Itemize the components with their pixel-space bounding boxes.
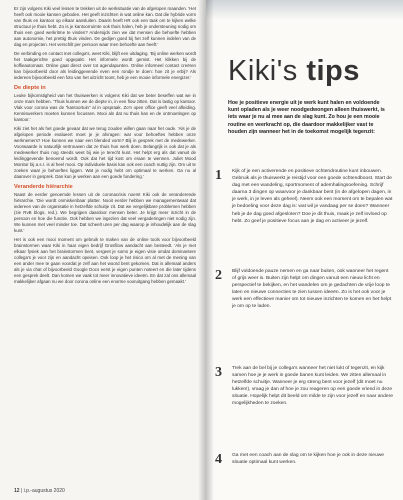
- article-paragraph: Er zijn volgens Kiki veel lessen te trekken uit de werksituatie van de afgelopen maanden. 'Het heeft ook mooie kansen geboden. Het geeft inzichten in wat online kan. Dat die hybride vorm van thuis en kantoor op elkaar aansluiten. Daarin heeft HR ook een taak om te kijken welke structuur je thuis hebt. Zo is je kantoorruimte ook thuis halen, heb je ondersteuning nodig om thuis een goed werkritme te vinden? Andersijds zien we dat mensen die behoefte hebben aan autonomie, het prettig thuis vinden. De gedijen goed bij het zelf kunnen indelen van de dag en projecten. Het verschilt per persoon waar men behoefte aan heeft.': [14, 6, 196, 47]
- title-tips: tips: [306, 55, 360, 87]
- tip-text: Trek aan de bel bij je collega's wanneer het niet lukt of tegenzit, en kijk samen hoe je je werk in goede banen kunt leiden. We zitten allemaal in hetzelfde schuitje. Wanneer je erg streng bent voor jezelf (dit moet nu lukken!), vraag je dan af hoe je zou reageren op een goede vriend in deze situatie. Hopelijk helpt dit beeld om milde te zijn voor jezelf en naar andere mogelijkheden te zoeken.: [232, 366, 393, 407]
- footer-publication: | i.p.-augustus 2020: [20, 488, 65, 494]
- tip-number: 2: [215, 268, 222, 283]
- tips-title: [228, 55, 360, 88]
- article-paragraph: De verbinding en contact met collega's, weet Kiki, blijft een uitdaging. 'Bij online werken wordt het taakgerichte goed opgepakt. Het informele wordt gemist. Het klikken bij de koffieautomaat. Online gaat direct over tot agendapunten. Online informeel contact creëren kan bijvoorbeeld door als leidinggevende even een rondje te doen: hoe zit je erbij? Als iedereen bijvoorbeeld een foto van het uitzicht toont, heb je een mooie informele energizer.': [14, 51, 196, 80]
- article-column: [14, 6, 196, 288]
- tip-number: 3: [215, 365, 222, 380]
- article-paragraph: Kiki ziet het als het goede gevaar dat we terug zouden willen gaan naar het oude. 'Als je de afgelopen periode evalueert moet je je afvragen: wat voor behoeftes hebben onze werknemers? Hoe kunnen we naar een blended vorm? Blij in gesprek met de medewerker. Voorwaarde is natuurlijk vertrouwen dat ze thuis hun werk doen. Belangrijk is ook dat je als medewerker thuis nog steeds weet bij wie je terecht kunt. Het helpt erg als dat vanuit de leidinggevende benoemd wordt. Ook dat het tijd kost om eraan te wennen. Juliet Mood Monitor bij a.s.r. is al heel mooi. Op individuele basis kan ook een coach nuttig zijn. Om uit te zoeken waar je behoeftes liggen. Wat je nodig hebt om optimaal te werken. Ga nu al daarover in gesprek. Dan kun je werken aan een goede fundering.': [14, 126, 196, 179]
- tip-text: Blijf voldoende pauze nemen en ga naar buiten, ook wanneer het regent of grijs weer is. Buiten zijn helpt om dingen vanuit een nieuw licht en perspectief te bekijken, en het wandelen om je gedachten de vrije loop te laten en nieuwe connecties te zien tussen ideeën. Zo is het ook voor je werk een effectieve manier om tot nieuwe inzichten te komen en het helpt je om op te laden.: [232, 269, 392, 310]
- page-number: 12: [14, 488, 20, 494]
- article-paragraph: Het is ook een mooi moment om gebruik te maken van de online tools voor bijvoorbeeld brainstormen waar Kiki in haar eigen bedrijf Grosfilow aandacht aan besteedt. 'Als je met elkaar fysiek aan het brainstormen bent, vergeet je soms je eigen visie omdat dominantere collega's je voor zijn en aandacht opeisen. Ook loop je het risico om al met de mening van een ander mee te gaan voordat je zelf aan het woord bent gekomen. Dat is allemaal anders als je via chat of bijvoorbeeld Google Docs eerst je eigen punten noteert en die later tijdens een gesprek deelt. Dan komen we vaak tot meer innovatieve ideeën. En dat zal ons allemaal makkelijker afgaan nu we door corona online een enorme vooruitgang hebben gemaakt.': [14, 237, 196, 284]
- section-heading: Veranderde hiërarchie: [14, 184, 73, 190]
- title-name: Kiki's: [228, 55, 298, 87]
- tip-number: 1: [215, 168, 222, 183]
- section-heading: De diepte in: [14, 85, 46, 91]
- article-paragraph: Leuke bijkomstigheid van het thuiswerken is volgens Kiki dat we beter beseffen wat we in onze mars hebben. 'Thuis kunnen we de diepte in, in een flow zitten. Dat is lastig op kantoor. Vlak voor corona was de "kantoortuin" al in opspraak. Zo'n open office geeft veel afleiding. Kenniswerkers moeten kunnen focussen. Mooi als dat nu thuis kan en de ontmoetingen op kantoor.': [14, 93, 196, 122]
- tip-number: 4: [215, 452, 222, 467]
- page-footer: [14, 488, 65, 494]
- tips-intro: Hoe je positieve energie uit je werk kunt halen en voldoende kunt opladen als je weer noodgedwongen alleen thuiswerkt, is iets waar je nu al mee aan de slag kunt. Zo hou je een mooie routine en veerkracht op, die daardoor makkelijker vast te houden zijn wanneer het in de toekomst mogelijk tegenzit:: [228, 100, 385, 135]
- page-top-shadow: [206, 0, 403, 20]
- article-paragraph: Naast de eerder genoemde lessen uit de coronacrisis noemt Kiki ook de veranderende hiërarchie. 'Die wordt onmiskenbaar platter. Nooit eerder hebben we managementwaat dat iedereen van de organisatie in hetzelfde schuitje zit. Dat we vergelijkbare problemen hebben (zie RvB blogs, red.). We begrijpen daardoor mensen beter. Je krijgt meer inzicht in de persoon en hoe die functie. Ook hebben we ingezien dat veel vergaderingen niet nodig zijn. We kunnen met veel minder toe. Dat scheelt uren per dag waarop je inhoudelijk aan de slag kunt.': [14, 192, 196, 233]
- tip-text: Kijk of je een activerende en positieve ochtendroutine kunt inbouwen. Gebruik als je thuiswerkt je reistijd voor een goede ochtendboost. Start de dag met een wandeling, sportmoment of ademhalingsoefening. Schrijf daarna 3 dingen op waarvoor je dankbaar bent (in de afgelopen dagen, in je werk, in je leven als geheel). Neem ook een moment om te bepalen wat je bedoeling voor deze dag is: wat wil je vandaag per se doen? Wanneer heb je de dag goed afgesloten? Doe je dit thuis, maak je zelf invloed op hebt. Zo geef je positieve focus aan je dag en activeer je jezelf.: [232, 169, 393, 224]
- tip-text: Ga met een coach aan de slag om te kijken hoe je ook in deze nieuwe situatie optimaal kunt werken.: [232, 453, 384, 466]
